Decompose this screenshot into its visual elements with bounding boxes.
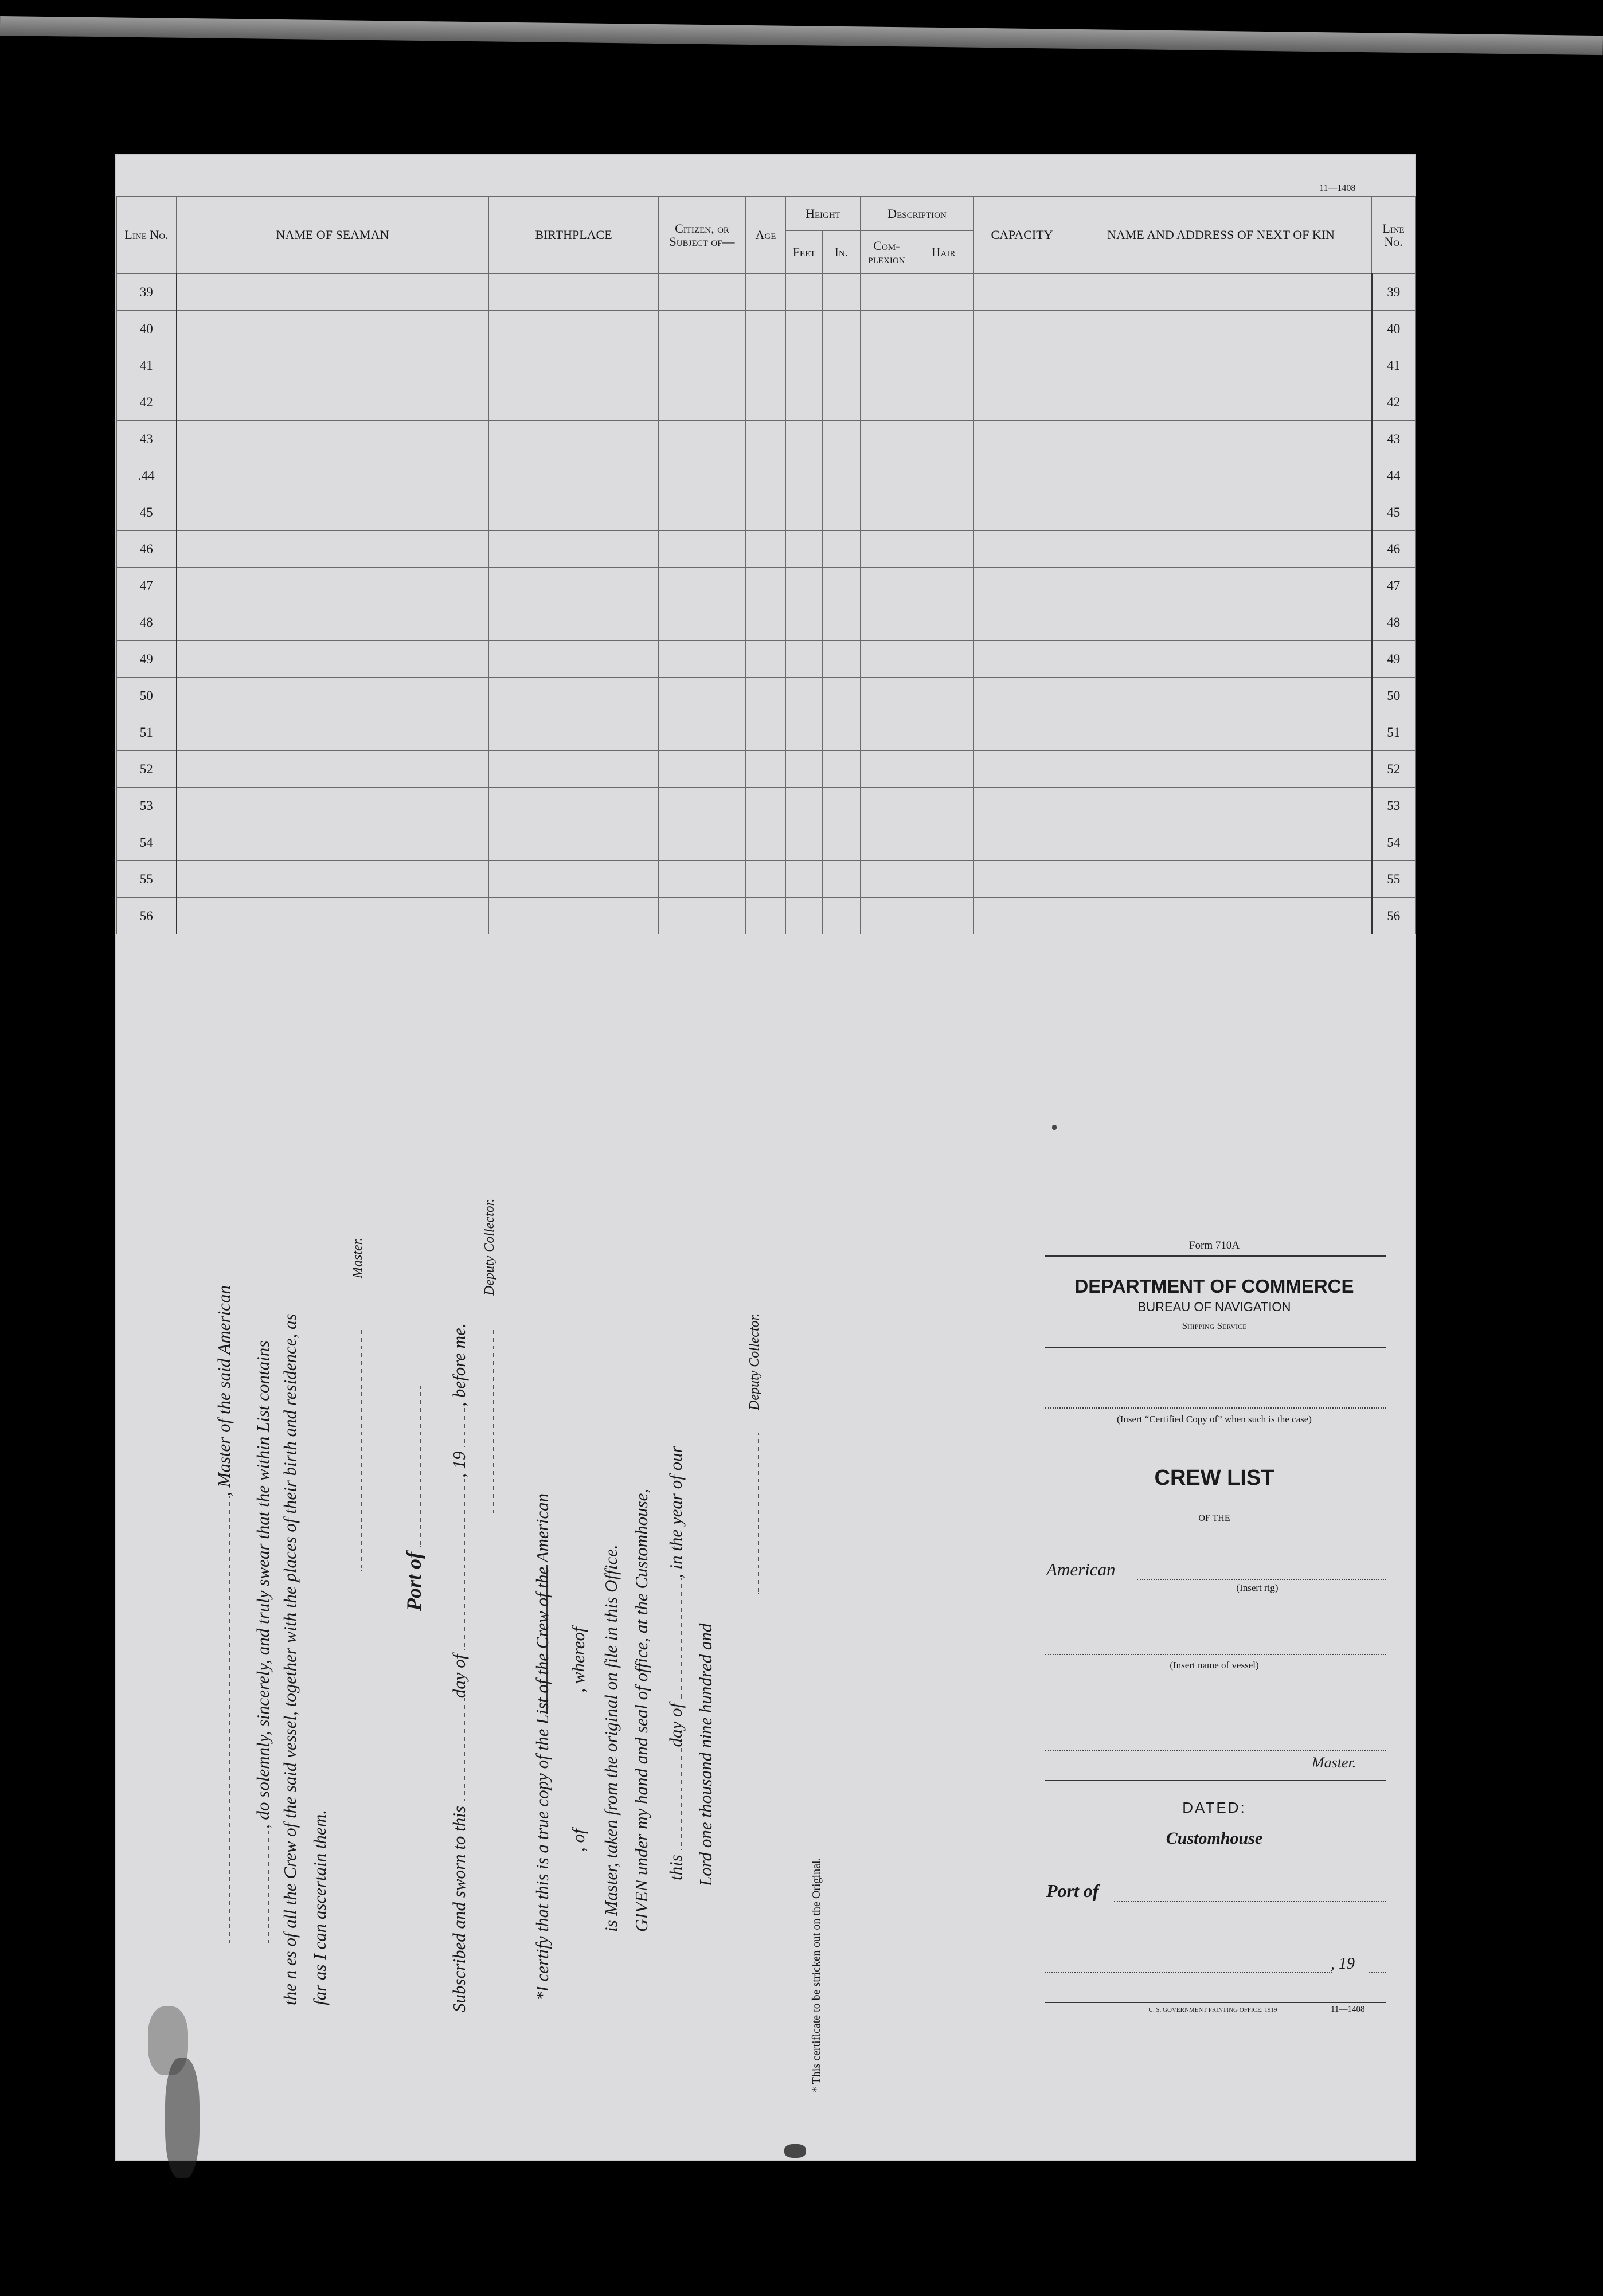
cover-rule-top — [1045, 1255, 1386, 1257]
table-cell — [913, 568, 974, 604]
header-name-of-seaman: NAME OF SEAMAN — [177, 197, 489, 274]
table-cell — [177, 494, 489, 531]
table-cell — [786, 898, 823, 934]
table-cell — [1070, 604, 1372, 641]
line-number-right: 55 — [1372, 861, 1416, 898]
table-row — [117, 641, 1416, 678]
table-cell — [746, 568, 786, 604]
table-cell — [823, 788, 861, 824]
table-cell — [974, 861, 1070, 898]
line-number-right: 42 — [1372, 384, 1416, 421]
table-row — [117, 347, 1416, 384]
table-cell — [786, 311, 823, 347]
table-cell — [974, 678, 1070, 714]
table-cell — [823, 678, 861, 714]
table-cell — [861, 861, 913, 898]
table-cell — [861, 311, 913, 347]
table-cell — [489, 898, 659, 934]
table-cell — [913, 678, 974, 714]
cover-year: , 19 — [1331, 1955, 1355, 1973]
table-cell — [913, 494, 974, 531]
cover-title: CREW LIST — [1154, 1466, 1274, 1490]
cover-american: American — [1046, 1559, 1116, 1579]
certify-line-5: this day of , in the year of our — [666, 1446, 686, 1880]
table-cell — [489, 604, 659, 641]
cover-master-line — [1045, 1750, 1386, 1751]
table-cell — [489, 421, 659, 457]
line-number-left: 46 — [117, 531, 177, 568]
cover-dated: DATED: — [1182, 1799, 1246, 1816]
table-cell — [746, 898, 786, 934]
table-cell — [974, 714, 1070, 751]
table-row — [117, 714, 1416, 751]
line-number-right: 43 — [1372, 421, 1416, 457]
table-row — [117, 604, 1416, 641]
table-cell — [786, 714, 823, 751]
table-cell — [861, 568, 913, 604]
table-cell — [1070, 457, 1372, 494]
table-cell — [659, 641, 746, 678]
line-number-left: 56 — [117, 898, 177, 934]
table-cell — [1070, 788, 1372, 824]
table-cell — [177, 788, 489, 824]
table-cell — [1070, 384, 1372, 421]
table-cell — [1070, 274, 1372, 311]
table-cell — [746, 311, 786, 347]
crew-table — [116, 196, 1416, 934]
table-cell — [786, 861, 823, 898]
table-cell — [974, 788, 1070, 824]
table-cell — [177, 861, 489, 898]
table-cell — [861, 274, 913, 311]
table-cell — [746, 531, 786, 568]
certify-line-3: is Master, taken from the original on file in this Office. — [601, 1544, 621, 1932]
table-cell — [659, 311, 746, 347]
table-cell — [489, 494, 659, 531]
table-cell — [913, 714, 974, 751]
cover-vessel-line — [1045, 1654, 1386, 1655]
header-hair: Hair — [913, 231, 974, 274]
table-cell — [1070, 531, 1372, 568]
table-cell — [974, 751, 1070, 788]
table-cell — [913, 824, 974, 861]
table-cell — [861, 421, 913, 457]
table-cell — [786, 678, 823, 714]
table-cell — [746, 751, 786, 788]
table-cell — [823, 457, 861, 494]
table-cell — [659, 457, 746, 494]
cover-rule-3 — [1045, 1780, 1386, 1781]
table-cell — [489, 384, 659, 421]
table-cell — [861, 751, 913, 788]
table-cell — [974, 641, 1070, 678]
table-cell — [746, 421, 786, 457]
table-cell — [177, 457, 489, 494]
scan-stain — [165, 2058, 200, 2178]
table-cell — [659, 898, 746, 934]
table-cell — [823, 531, 861, 568]
table-cell — [1070, 898, 1372, 934]
table-cell — [861, 457, 913, 494]
table-cell — [1070, 311, 1372, 347]
oath-line-1: , Master of the said American — [214, 1285, 234, 1943]
certify-line-6: Lord one thousand nine hundred and — [695, 1504, 716, 1886]
table-cell — [861, 824, 913, 861]
table-cell — [489, 641, 659, 678]
table-cell — [823, 751, 861, 788]
table-row — [117, 531, 1416, 568]
line-number-left: 39 — [117, 274, 177, 311]
scan-stain — [784, 2144, 806, 2158]
table-cell — [861, 678, 913, 714]
table-cell — [786, 457, 823, 494]
line-number-left: 51 — [117, 714, 177, 751]
table-cell — [746, 457, 786, 494]
table-cell — [177, 311, 489, 347]
table-row — [117, 568, 1416, 604]
table-cell — [913, 384, 974, 421]
line-number-right: 54 — [1372, 824, 1416, 861]
table-row — [117, 898, 1416, 934]
table-cell — [1070, 678, 1372, 714]
table-cell — [913, 861, 974, 898]
table-cell — [786, 347, 823, 384]
line-number-right: 50 — [1372, 678, 1416, 714]
header-line-no-right: Line No. — [1372, 197, 1416, 274]
header-feet: Feet — [786, 231, 823, 274]
table-cell — [861, 494, 913, 531]
table-cell — [659, 531, 746, 568]
scan-speck — [1052, 1125, 1057, 1130]
oath-line-2: , do solemnly, sincerely, and truly swear that the within List contains — [253, 1341, 273, 1943]
table-cell — [177, 568, 489, 604]
line-number-left: 54 — [117, 824, 177, 861]
table-cell — [177, 714, 489, 751]
table-cell — [974, 898, 1070, 934]
cover-printing-office: U. S. GOVERNMENT PRINTING OFFICE: 1919 — [1148, 2006, 1277, 2013]
table-cell — [746, 494, 786, 531]
table-cell — [489, 824, 659, 861]
table-cell — [1070, 347, 1372, 384]
table-cell — [489, 788, 659, 824]
table-cell — [177, 678, 489, 714]
table-row — [117, 678, 1416, 714]
oath-port-of: Port of — [402, 1386, 426, 1611]
table-cell — [786, 568, 823, 604]
line-number-left: .44 — [117, 457, 177, 494]
table-cell — [786, 824, 823, 861]
table-cell — [861, 898, 913, 934]
table-cell — [786, 384, 823, 421]
line-number-right: 41 — [1372, 347, 1416, 384]
cover-port-line — [1114, 1901, 1386, 1902]
table-cell — [659, 678, 746, 714]
table-cell — [489, 678, 659, 714]
certify-line-1: *I certify that this is a true copy of the List of the Crew of the American — [532, 1317, 553, 2001]
table-cell — [974, 384, 1070, 421]
table-row — [117, 494, 1416, 531]
document-page — [115, 154, 1416, 2161]
table-cell — [913, 311, 974, 347]
cover-insert-rig: (Insert rig) — [1236, 1582, 1279, 1593]
line-number-right: 49 — [1372, 641, 1416, 678]
oath-line-3: the n es of all the Crew of the said vessel, together with the places of their birth and residence, as — [280, 1313, 300, 2005]
table-cell — [659, 604, 746, 641]
form-code-top: 11—1408 — [1319, 183, 1356, 193]
header-next-of-kin: NAME AND ADDRESS OF NEXT OF KIN — [1070, 197, 1372, 274]
cover-form-no: Form 710A — [1188, 1239, 1240, 1251]
table-cell — [1070, 641, 1372, 678]
table-cell — [177, 824, 489, 861]
table-cell — [823, 861, 861, 898]
oath-master-signature: Master. — [350, 1238, 366, 1571]
cover-port-of: Port of — [1046, 1880, 1099, 1901]
table-cell — [823, 494, 861, 531]
oath-deputy-collector-2: Deputy Collector. — [747, 1313, 763, 1594]
table-row — [117, 384, 1416, 421]
table-cell — [659, 568, 746, 604]
cover-certified-line — [1045, 1407, 1386, 1409]
header-complexion: Com-plexion — [861, 231, 913, 274]
table-cell — [786, 751, 823, 788]
cover-service: Shipping Service — [1182, 1320, 1247, 1331]
table-cell — [177, 347, 489, 384]
table-cell — [746, 274, 786, 311]
table-cell — [913, 457, 974, 494]
header-birthplace: BIRTHPLACE — [489, 197, 659, 274]
table-cell — [489, 861, 659, 898]
table-cell — [974, 421, 1070, 457]
table-row — [117, 788, 1416, 824]
cover-department: DEPARTMENT OF COMMERCE — [1074, 1276, 1354, 1297]
table-cell — [823, 311, 861, 347]
table-cell — [974, 457, 1070, 494]
line-number-left: 49 — [117, 641, 177, 678]
form-code-bottom: 11—1408 — [1331, 2005, 1365, 2014]
table-cell — [823, 347, 861, 384]
table-row — [117, 861, 1416, 898]
line-number-left: 45 — [117, 494, 177, 531]
table-cell — [1070, 861, 1372, 898]
table-cell — [659, 421, 746, 457]
table-cell — [974, 531, 1070, 568]
table-cell — [786, 531, 823, 568]
table-cell — [659, 714, 746, 751]
table-row — [117, 457, 1416, 494]
table-cell — [489, 457, 659, 494]
header-inches: In. — [823, 231, 861, 274]
table-cell — [659, 824, 746, 861]
certify-line-2: , of , whereof — [568, 1491, 589, 2018]
table-cell — [489, 531, 659, 568]
table-cell — [823, 568, 861, 604]
table-cell — [913, 347, 974, 384]
header-description: Description — [861, 197, 974, 231]
table-cell — [489, 274, 659, 311]
line-number-left: 42 — [117, 384, 177, 421]
table-cell — [786, 421, 823, 457]
table-cell — [177, 604, 489, 641]
table-cell — [1070, 421, 1372, 457]
table-cell — [746, 678, 786, 714]
table-cell — [1070, 714, 1372, 751]
table-cell — [746, 788, 786, 824]
line-number-right: 44 — [1372, 457, 1416, 494]
table-cell — [1070, 494, 1372, 531]
table-cell — [861, 384, 913, 421]
cover-rule-bottom — [1045, 2002, 1386, 2003]
table-cell — [746, 641, 786, 678]
table-cell — [861, 531, 913, 568]
table-cell — [861, 347, 913, 384]
table-cell — [974, 311, 1070, 347]
line-number-right: 45 — [1372, 494, 1416, 531]
table-cell — [823, 604, 861, 641]
table-cell — [974, 494, 1070, 531]
table-cell — [913, 641, 974, 678]
header-citizen: Citizen, or Subject of— — [659, 197, 746, 274]
table-cell — [489, 751, 659, 788]
line-number-left: 47 — [117, 568, 177, 604]
line-number-left: 53 — [117, 788, 177, 824]
table-row — [117, 421, 1416, 457]
table-cell — [823, 384, 861, 421]
table-cell — [974, 274, 1070, 311]
table-cell — [1070, 751, 1372, 788]
table-cell — [659, 861, 746, 898]
line-number-left: 55 — [117, 861, 177, 898]
table-cell — [823, 274, 861, 311]
table-cell — [746, 384, 786, 421]
line-number-left: 52 — [117, 751, 177, 788]
table-cell — [974, 568, 1070, 604]
table-cell — [913, 531, 974, 568]
table-cell — [861, 641, 913, 678]
table-cell — [177, 641, 489, 678]
table-cell — [786, 788, 823, 824]
oath-subscribed: Subscribed and sworn to this day of , 19 , before me. — [449, 1323, 469, 2012]
table-cell — [974, 824, 1070, 861]
table-cell — [861, 788, 913, 824]
oath-deputy-collector-1: Deputy Collector. — [482, 1199, 498, 1513]
footnote: * This certificate to be stricken out on the Original. — [810, 1857, 823, 2092]
header-age: Age — [746, 197, 786, 274]
table-cell — [913, 751, 974, 788]
table-cell — [746, 861, 786, 898]
line-number-left: 40 — [117, 311, 177, 347]
cover-date-line — [1045, 1972, 1332, 1973]
table-cell — [913, 788, 974, 824]
cover-of-the: OF THE — [1198, 1513, 1230, 1523]
table-row — [117, 824, 1416, 861]
table-cell — [974, 347, 1070, 384]
table-cell — [659, 347, 746, 384]
cover-insert-vessel: (Insert name of vessel) — [1170, 1660, 1259, 1671]
line-number-left: 41 — [117, 347, 177, 384]
table-cell — [746, 824, 786, 861]
line-number-right: 51 — [1372, 714, 1416, 751]
table-cell — [786, 494, 823, 531]
table-cell — [823, 714, 861, 751]
line-number-right: 46 — [1372, 531, 1416, 568]
header-capacity: CAPACITY — [974, 197, 1070, 274]
line-number-right: 47 — [1372, 568, 1416, 604]
table-cell — [823, 641, 861, 678]
cover-rule-2 — [1045, 1347, 1386, 1348]
line-number-right: 39 — [1372, 274, 1416, 311]
table-cell — [177, 751, 489, 788]
table-cell — [177, 898, 489, 934]
table-cell — [861, 604, 913, 641]
table-cell — [746, 714, 786, 751]
line-number-right: 53 — [1372, 788, 1416, 824]
table-cell — [913, 898, 974, 934]
line-number-right: 56 — [1372, 898, 1416, 934]
line-number-left: 50 — [117, 678, 177, 714]
table-cell — [786, 604, 823, 641]
cover-bureau: BUREAU OF NAVIGATION — [1137, 1300, 1291, 1314]
table-cell — [489, 311, 659, 347]
table-row — [117, 274, 1416, 311]
table-cell — [746, 604, 786, 641]
line-number-right: 48 — [1372, 604, 1416, 641]
table-cell — [177, 384, 489, 421]
table-cell — [489, 568, 659, 604]
cover-rig-line — [1137, 1579, 1386, 1580]
oath-line-4: far as I can ascertain them. — [310, 1810, 330, 2005]
table-cell — [746, 347, 786, 384]
line-number-left: 48 — [117, 604, 177, 641]
table-row — [117, 751, 1416, 788]
table-cell — [1070, 568, 1372, 604]
line-number-right: 52 — [1372, 751, 1416, 788]
table-cell — [913, 421, 974, 457]
table-cell — [974, 604, 1070, 641]
table-cell — [913, 274, 974, 311]
table-cell — [861, 714, 913, 751]
table-cell — [786, 641, 823, 678]
table-cell — [659, 494, 746, 531]
header-line-no-left: Line No. — [117, 197, 177, 274]
cover-insert-certified: (Insert “Certified Copy of” when such is the case) — [1117, 1414, 1312, 1425]
table-cell — [177, 421, 489, 457]
cover-master: Master. — [1312, 1754, 1356, 1771]
table-cell — [823, 824, 861, 861]
cover-year-line — [1369, 1972, 1386, 1973]
table-cell — [659, 788, 746, 824]
scan-top-strip — [0, 0, 1603, 86]
line-number-right: 40 — [1372, 311, 1416, 347]
table-cell — [659, 384, 746, 421]
cover-customhouse: Customhouse — [1166, 1829, 1263, 1848]
table-cell — [177, 274, 489, 311]
line-number-left: 43 — [117, 421, 177, 457]
table-cell — [489, 347, 659, 384]
table-cell — [823, 421, 861, 457]
table-cell — [786, 274, 823, 311]
table-cell — [659, 274, 746, 311]
table-cell — [823, 898, 861, 934]
table-row — [117, 311, 1416, 347]
certify-line-4: GIVEN under my hand and seal of office, at the Customhouse, — [631, 1358, 652, 1932]
table-cell — [1070, 824, 1372, 861]
table-cell — [913, 604, 974, 641]
table-cell — [489, 714, 659, 751]
header-height: Height — [786, 197, 861, 231]
table-cell — [177, 531, 489, 568]
table-cell — [659, 751, 746, 788]
